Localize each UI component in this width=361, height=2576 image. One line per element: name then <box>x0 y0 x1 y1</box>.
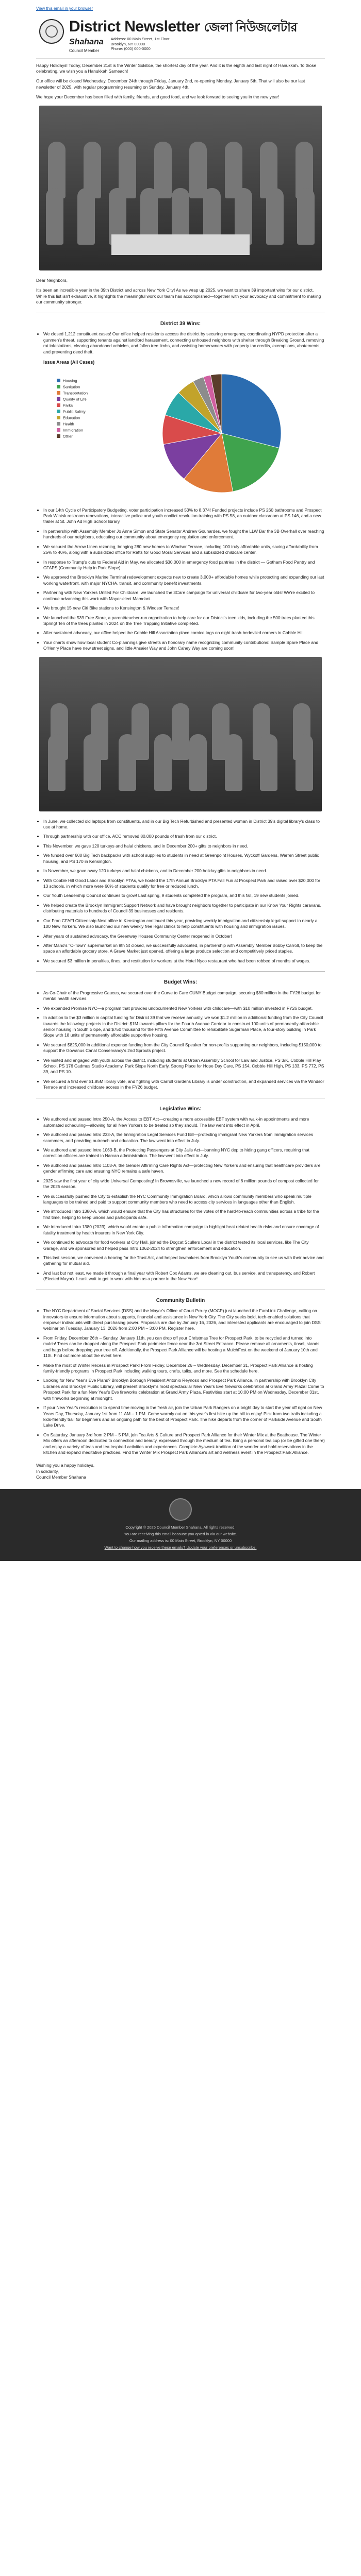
list-item: • Looking for New Year's Eve Plans? Brooklyn Borough President Antonio Reynoso and Prospect Park Alliance, in partnership with Brooklyn City Libraries and Brooklyn Public Library, will present Brooklyn's most spectacular New Year's Eve fireworks celebration at Grand Army Plaza! Come to Prospect Park for a fun New Year's Eve fireworks celebration at Grand Army Plaza. Festivities start at 10:00 PM on Wednesday, December 31st, with fireworks beginning at midnight. <box>43 1378 325 1401</box>
list-item: • In June, we collected old laptops from constituents, and in our Big Tech Refurbished and presented woman in District 39's digital library's class to use at home. <box>43 819 325 831</box>
newsletter-page <box>36 0 325 1481</box>
list-item: • Our Youth Leadership Council continues to grow! Last spring, 9 students completed the program, and this fall, 19 new students joined. <box>43 893 325 899</box>
divider <box>36 971 325 972</box>
list-item: • We authored and passed Intro 250-A, the Access to EBT Act—creating a more accessible EBT system with walk-in appointments and more automated scheduling—allowing for all New Yorkers to be treated so they should. The law went into effect in April. <box>43 1116 325 1128</box>
masthead <box>36 16 325 59</box>
list-item: • After years of sustained advocacy, the Greenway Houses Community Center reopened in October! <box>43 934 325 939</box>
list-item: • We authored and passed Intro 1063-B, the Protecting Passengers at City Jails Act—banning NYC dep to hiding gang officers, requiring that correction officers are trained in Narcan administration. The law went into effect in July. <box>43 1147 325 1159</box>
footer-seal-icon <box>169 1498 192 1521</box>
community-bulletin-list <box>36 1308 325 1455</box>
signature-title: Council Member Shahana <box>36 1475 86 1480</box>
legend-swatch <box>57 397 60 401</box>
closing-line: Wishing you a happy holidays, <box>36 1463 95 1468</box>
list-item: • We successfully pushed the City to establish the NYC Community Immigration Board, which allows community members who speak multiple languages to be trained and paid to support community members who need to access city services in languages other than English. <box>43 1194 325 1206</box>
chart-title: Issue Areas (All Cases) <box>43 359 95 365</box>
legend-label: Education <box>63 415 80 420</box>
list-item: • In addition to the $3 million in capital funding for District 39 that we receive annually, we won $1.2 million in additional funding from the City Council towards the following: projects in the District: $1M towards pillars for the Fourth Avenue Corridor to construct 100 units of permanently affordable senior housing in South Slope, and $750 thousand for the Fifth Avenue Committee to rehabilitate Sugarman Place, a four-story building in Park Slope with 18 units of permanently affordable supportive housing. <box>43 1015 325 1039</box>
list-item: • Through partnership with our office, ACC removed 80,000 pounds of trash from our district. <box>43 834 325 839</box>
list-item: • We authored and passed Intro 233-A, the Immigration Legal Services Fund Bill—protecting immigrant New Yorkers from immigration services scammers, and providing outreach and education. The law went into effect in July. <box>43 1132 325 1144</box>
community-bulletin-title: Community Bulletin <box>156 1297 205 1303</box>
list-item: • If your New Year's resolution is to spend time moving in the fresh air, join the Urban Park Rangers on a bright day to start the year off right on New Years Day, Thursday, January 1st from 11 AM – 1 PM. Come warmly out on this year's first hike up the hill to enjoy! Pick from two trails including a kids-friendly trail for beginners and an ongoing path for the best of Prospect Park. The hike departs from the corner of Parkside Avenue and South Lake Drive. <box>43 1405 325 1429</box>
footer-address: Our mailing address is: 00 Main Street, Brooklyn, NY 00000 <box>129 1538 232 1544</box>
footer-reason: You are receiving this email because you opted in via our website. <box>124 1531 237 1536</box>
legend-label: Housing <box>63 378 77 383</box>
letter-section <box>36 278 325 306</box>
list-item: • With Cobble Hill Good Labor and Brooklyn PTAs, we hosted the 17th Annual Brooklyn PTA Fall Fun at Prospect Park and raised over $20,000 for 13 schools, in which more were 60% of students qualify for free or reduced lunch. <box>43 878 325 890</box>
list-item: • We authored and passed Intro 1103-A, the Gender Affirming Care Rights Act—protecting New Yorkers and ensuring that healthcare providers are gender affirming care and ensuring NYC remains a safe haven. <box>43 1163 325 1175</box>
list-item: • We brought 15 new Citi Bike stations to Kensington & Windsor Terrace! <box>43 605 325 611</box>
list-item: • We closed 1,212 constituent cases! Our office helped residents access the district by securing emergency, coordinating NYPD protection after a gunmen's threat, supporting tenants against landlord harassment, connecting unhoused neighbors with shelter through Breaking Ground, removing rat infestations, clearing abandoned vehicles, and fallen tree limbs, and assisting homeowners with property tax credits, exemptions, abatements, and preventing deed theft. <box>43 331 325 355</box>
intro-paragraph: Happy Holidays! Today, December 21st is the Winter Solstice, the shortest day of the year. And it is the eighth and last night of Hanukkah. To those celebrating, we wish you a Hanukkah Sameach! <box>36 62 317 74</box>
footer <box>0 1489 361 1561</box>
pie-chart <box>36 366 319 500</box>
footer-copyright: Copyright © 2025 Council Member Shahana, All rights reserved. <box>125 1524 236 1530</box>
list-item: • Partnering with New Yorkers United For Childcare, we launched the 3Care campaign for universal childcare for two-year olds! We're excited to continue advancing this work with Mayor-elect Mamdani. <box>43 590 325 602</box>
list-item: • We secured $3 million in penalties, fines, and restitution for workers at the Hotel Nyco restaurant who had been robbed of months of wages. <box>43 958 325 964</box>
district-wins-title: District 39 Wins: <box>160 320 201 327</box>
legend-label: Immigration <box>63 428 84 433</box>
group-photo <box>39 106 322 270</box>
legend-swatch <box>57 379 60 382</box>
newsletter-title-bengali: জেলা নিউজলেটার <box>204 20 298 35</box>
list-item: • Your charts show how local student Co-plannings give streets an honorary name recognizing community contributions: Sample Spare Place and O'Henry Place have new street signs, and little Ansaier Way and John Cahey Way are coming soon! <box>43 640 325 652</box>
list-item: • As Co-Chair of the Progressive Caucus, we secured over the Curve to Care CUNY Budget campaign, securing $80 million in the FY26 budget for mental health services. <box>43 990 325 1002</box>
signature-block <box>36 1463 325 1480</box>
list-item: • On Saturday, January 3rd from 2 PM – 5 PM, join Tea Arts & Culture and Prospect Park Alliance for their Winter Mix at the Boathouse. The Winter Mix offers an afternoon dedicated to connection and beauty, expressed through the medium of tea. Bring a personal tea cup (or be gifted one there) and enjoy a variety of teas and tea-inspired activities and experiences. Complete Ayawasi-tradition of the wonder and hold reservations in the kitchen and expand meditative practices. Find the Winter Mix Prospect Park Alliance's art and wellness event in the Prospect Park Alliance. <box>43 1432 325 1456</box>
view-in-browser-link[interactable]: View this email in your browser <box>36 6 93 11</box>
list-item: • We secured $825,000 in additional expense funding from the City Council Speaker for non-profits supporting our neighbors, including $150,000 to support the Gowanus Canal Conservancy's 2nd Sprouts project. <box>43 1042 325 1054</box>
masthead-sub <box>69 37 322 54</box>
masthead-text <box>69 19 322 54</box>
budget-wins-title: Budget Wins: <box>163 979 198 986</box>
budget-wins-list <box>36 990 325 1091</box>
council-member-name: Shahana <box>69 37 104 46</box>
list-item: • In response to Trump's cuts to Federal Aid in May, we allocated $30,000 in emergency food pantries in the district — Gotham Food Pantry and CFAPS (Community Help in Park Slope). <box>43 560 325 571</box>
legend-label: Transportation <box>63 391 88 396</box>
list-item: • And last but not least, we made it through a final year with Robert Cox Adams, we are cleaning out, bus service, and transparency, and Robert (Elected Mayor). I can't wait to get to work with him as a partner in the New Year! <box>43 1270 325 1282</box>
list-item: • The NYC Department of Social Services (DSS) and the Mayor's Office of Court Pro-ry (MOCP) just launched the FamLink Challenge, calling on innovators to ensure information about supports, financial and assistance in New York City. The City seeks bold, tech-enabled solutions that empower individuals with direct purchasing power. Proposals are due by January 16, 2026, and interested applicants are encouraged to join DSS' webinar on Tuesday, January 13, 2026 from 2:00 PM – 3:00 PM. Register here. <box>43 1308 325 1332</box>
list-item: • In partnership with Assembly Member Jo Anne Simon and State Senator Andrew Gounardes, we fought the LLW Bar the 3B Overhall over reaching hundreds of our neighbors, educating our community about emergency regulation and enforcement. <box>43 529 325 540</box>
list-item: • We expanded Promise NYC—a program that provides undocumented New Yorkers with childcare—with $10 million invested in FY26 budget. <box>43 1006 325 1011</box>
legend-label: Sanitation <box>63 384 80 389</box>
intro-section <box>36 63 325 100</box>
list-item: • After Mano's "C-Town" supermarket on 9th St closed, we successfully advocated, in partnership with Assembly Member Bobby Carroll, to keep the space an affordable grocery store. A Grave Market just opened, offering a large produce selection and competitively priced staples. <box>43 943 325 955</box>
list-item: • We introduced Intro 1380-A, which would ensure that the City has structures for the votes of the hard-to-reach communities across a tribe for the first time, helping to keep unions and participants safe. <box>43 1209 325 1221</box>
signature-name: In solidarity, <box>36 1468 59 1474</box>
list-item: • In November, we gave away 120 turkeys and halal chickens, and in December 200 holiday gifts to neighbors in need. <box>43 868 325 874</box>
list-item: • We introduced Intro 1380 (2023), which would create a public information campaign to highlight heat related health risks and ensure coverage of fatality treatment by health insurers in New York City. <box>43 1224 325 1236</box>
council-seal-icon <box>39 19 64 44</box>
list-item: • This last session, we convened a hearing for the Trust Act, and helped lawmakers from Brooklyn Youth's community to see us with their advice and gathering for mutual aid. <box>43 1255 325 1267</box>
legislative-wins-list <box>36 1116 325 1282</box>
intro-paragraph: We hope your December has been filled with family, friends, and good food, and we look forward to seeing you in the new year! <box>36 94 280 100</box>
list-item: • After sustained advocacy, our office helped the Cobble Hill Association place cornice tags on eight trash-bedeviled corners in Cobble Hill. <box>43 630 325 636</box>
footer-preferences-link[interactable]: Want to change how you receive these emails? Update your preferences or unsubscribe. <box>104 1545 257 1550</box>
district-wins-list-a <box>36 331 325 355</box>
legend-swatch <box>57 403 60 407</box>
list-item: • We approved the Brooklyn Marine Terminal redevelopment expects new to create 3,000+ affordable homes while protecting and expanding our last working waterfront, with major NYCHA, transit, and community benefit investments. <box>43 574 325 586</box>
office-address: Address: 00 Main Street, 1st Floor Brooklyn, NY 00000 Phone: (000) 000-0000 <box>110 36 170 52</box>
issue-areas-chart <box>36 359 325 502</box>
list-item: • We funded over 600 Big Tech backpacks with school supplies to students in need at Greenpoint Houses, Wyckoff Gardens, Warren Street public housing, and PS 170 in Kensington. <box>43 853 325 865</box>
list-item: • Our Fran CFAFI Citizenship Next office in Kensington continued this year, providing weekly immigration and citizenship legal support to nearly a 100 New Yorkers. We also launched our new weekly free legal clinics to help constituents with housing and immigration issues. <box>43 918 325 930</box>
legend-swatch <box>57 385 60 388</box>
salutation: Dear Neighbors, <box>36 277 68 283</box>
legend-swatch <box>57 391 60 395</box>
legend-swatch <box>57 410 60 413</box>
legend-swatch <box>57 428 60 432</box>
legend-label: Parks <box>63 403 73 408</box>
legend-label: Health <box>63 421 74 427</box>
list-item: • Make the most of Winter Recess in Prospect Park! From Friday, December 26 – Wednesday, December 31, Prospect Park Alliance is hosting family-friendly programs in Prospect Park including walking tours, crafts, talks, and more. See the schedule here. <box>43 1363 325 1375</box>
list-item: • In our 14th Cycle of Participatory Budgeting, voter participation increased 53% to 8,374! Funded projects include PS 260 bathrooms and Prospect Park Wintsk restroom renovations, interactive police and youth conflict resolution training with PS 58, an outdoor classroom at PS 146, and a new trailer at St. John Ad High School library. <box>43 507 325 525</box>
community-photo <box>39 657 322 811</box>
list-item: • 2025 saw the first year of city wide Universal Composting! In Brownsville, we launched a new record of 6 million pounds of compost collected for the 2025 season. <box>43 1178 325 1190</box>
list-item: • We continued to advocate for food workers at City Hall, joined the Dogcat Scullers Local in the district tested its local services, like The City Garage, and we sponsored and helped pass Intro 1062-2024 to strengthen enforcement and education. <box>43 1240 325 1251</box>
letter-paragraph: It's been an incredible year in the 39th District and across New York City! As we wrap up 2025, we want to share 39 important wins for our district. While this list isn't exhaustive, it highlights the meaningful work our team has accomplished—together with your advocacy and commitment to making our community stronger. <box>36 287 321 305</box>
list-item: • We secured a first ever $1.85M library vote, and fighting with Carroll Gardens Library is under construction, and expanded services via the Windsor Terrace and increased childcare access in the FY26 budget. <box>43 1079 325 1091</box>
legend-label: Other <box>63 434 73 439</box>
list-item: • We helped create the Brooklyn Immigrant Support Network and have brought neighbors together to participate in our Know Your Rights caravans, distributing materials to hundreds of Council 39 businesses and residents. <box>43 903 325 914</box>
district-wins-list-b <box>36 507 325 652</box>
newsletter-title: District Newsletter জেলা নিউজলেটার <box>69 18 298 35</box>
legend-swatch <box>57 434 60 438</box>
legend-label: Quality of Life <box>63 397 87 402</box>
list-item: • From Friday, December 26th – Sunday, January 11th, you can drop off your Christmas Tree for Prospect Park, to be recycled and turned into mulch! Trees can be dropped along the Prospect Park perimeter fence near the 3rd Street Entrance. Please remove all ornaments, tinsel, stands and bags before dropping your tree off. Additionally, the Prospect Park Alliance will be hosting a MulchFest on the weekend of January 10th and 11th. Find out more about the event here. <box>43 1335 325 1359</box>
masthead-name-block <box>69 37 111 54</box>
legend-label: Public Safety <box>63 409 86 414</box>
council-member-role: Council Member <box>69 48 100 53</box>
district-wins-list-c <box>36 819 325 964</box>
list-item: • We launched the 539 Free Store, a parent/teacher-run organization to help care for our District's teen kids, including the 500 trees planted this Spring! Ten of the trees planted in 2024 on the Tree Trapping Initiative completed. <box>43 615 325 627</box>
legislative-wins-title: Legislative Wins: <box>159 1106 202 1112</box>
list-item: • We visited and engaged with youth across the district, including students at Urban Assembly School for Law and Justice, PS 3/K, Cobble Hill Play School, PS 176 Cadmus Studio Academy, Park Slope North Early, Strong Place for Hope Day Care, PS 154, Cobble Hill High, PS 133, PS 772, PS 39, and PS 10. <box>43 1058 325 1075</box>
intro-paragraph: Our office will be closed Wednesday, December 24th through Friday, January 2nd, re-opening Monday, January 5th. That will also be our last newsletter of 2025, with regular programming resuming on Sunday, January 4th. <box>36 78 305 90</box>
legend-swatch <box>57 422 60 426</box>
list-item: • This November, we gave 120 turkeys and halal chickens, and in December 200+ gifts to neighbors in need. <box>43 843 325 849</box>
legend-swatch <box>57 416 60 419</box>
list-item: • We secured the Arrow Linen rezoning, bringing 280 new homes to Windsor Terrace, including 100 truly affordable units, saving affordability from 25% to 40%, along with a subsidized office for Rafts for Good Moral Services and a subsidized childcare center. <box>43 544 325 556</box>
